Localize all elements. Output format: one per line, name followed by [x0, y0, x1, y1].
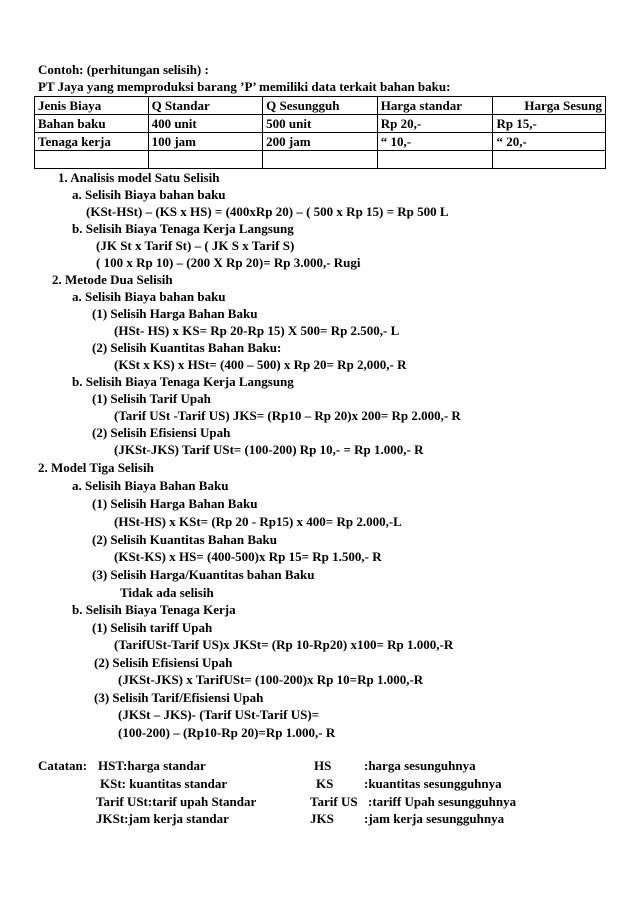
formula-line: Tidak ada selisih — [120, 585, 214, 600]
item-heading: (1) Selisih Harga Bahan Baku — [92, 496, 258, 511]
note-definition: HST:harga standar — [98, 758, 206, 773]
table-cell: Rp 15,- — [493, 115, 606, 133]
formula-line: (JK St x Tarif St) – ( JK S x Tarif S) — [96, 238, 295, 253]
formula-line: ( 100 x Rp 10) – (200 X Rp 20)= Rp 3.000,- Rugi — [96, 255, 361, 270]
formula-line: (TarifUSt-Tarif US)x JKSt= (Rp 10-Rp20) x100= Rp 1.000,-R — [114, 637, 454, 652]
table-header-row — [35, 97, 606, 115]
note-definition: :harga sesunguhnya — [364, 758, 476, 773]
item-heading: (3) Selisih Harga/Kuantitas bahan Baku — [92, 567, 315, 582]
note-definition: :kuantitas sesungguhnya — [364, 776, 502, 791]
table-cell — [493, 151, 606, 169]
table-row — [35, 151, 606, 169]
note-definition: JKSt:jam kerja standar — [96, 811, 229, 826]
formula-line: (100-200) – (Rp10-Rp 20)=Rp 1.000,- R — [118, 725, 336, 740]
note-abbreviation: HS — [314, 758, 332, 773]
item-heading: (1) Selisih Tarif Upah — [92, 391, 211, 406]
table-header-cell: Harga Sesung — [493, 97, 606, 115]
table-cell: 500 unit — [263, 115, 378, 133]
subsection-heading: b. Selisih Biaya Tenaga Kerja Langsung — [72, 374, 294, 389]
formula-line: (KSt-KS) x HS= (400-500)x Rp 15= Rp 1.500,- R — [114, 549, 382, 564]
subsection-heading: a. Selisih Biaya bahan baku — [72, 289, 226, 304]
item-heading: (1) Selisih Harga Bahan Baku — [92, 306, 258, 321]
notes-label: Catatan: — [38, 758, 88, 773]
table-row — [35, 133, 606, 151]
note-definition: :jam kerja sesungguhnya — [364, 811, 505, 826]
table-cell: “ 20,- — [493, 133, 606, 151]
heading: Contoh: (perhitungan selisih) : — [38, 62, 209, 77]
table-cell — [263, 151, 378, 169]
subsection-heading: b. Selisih Biaya Tenaga Kerja Langsung — [72, 221, 294, 236]
intro-text: PT Jaya yang memproduksi barang ’P’ memiliki data terkait bahan baku: — [38, 79, 451, 94]
subsection-heading: a. Selisih Biaya Bahan Baku — [72, 478, 229, 493]
formula-line: (KSt-HSt) – (KS x HS) = (400xRp 20) – ( 500 x Rp 15) = Rp 500 L — [86, 204, 449, 219]
table-cell: Rp 20,- — [377, 115, 493, 133]
section-heading: 2. Model Tiga Selisih — [38, 460, 154, 475]
item-heading: (1) Selisih tariff Upah — [92, 620, 213, 635]
table-cell — [148, 151, 263, 169]
item-heading: (2) Selisih Kuantitas Bahan Baku — [92, 532, 277, 547]
table-cell: “ 10,- — [377, 133, 493, 151]
formula-line: (Tarif USt -Tarif US) JKS= (Rp10 – Rp 20)x 200= Rp 2.000,- R — [114, 408, 461, 423]
formula-line: (JKSt – JKS)- (Tarif USt-Tarif US)= — [118, 707, 320, 722]
note-definition: KSt: kuantitas standar — [100, 776, 228, 791]
section-heading: 2. Metode Dua Selisih — [52, 272, 173, 287]
note-definition: :tariff Upah sesungguhnya — [368, 794, 517, 809]
table-cell — [377, 151, 493, 169]
table-row — [35, 115, 606, 133]
table-cell: Bahan baku — [35, 115, 149, 133]
item-heading: (2) Selisih Kuantitas Bahan Baku: — [92, 340, 282, 355]
subsection-heading: a. Selisih Biaya bahan baku — [72, 187, 226, 202]
table-header-cell: Q Standar — [148, 97, 263, 115]
table-cell: 100 jam — [148, 133, 263, 151]
table-header-cell: Harga standar — [377, 97, 493, 115]
note-abbreviation: Tarif US — [310, 794, 358, 809]
formula-line: (JKSt-JKS) Tarif USt= (100-200) Rp 10,- = Rp 1.000,- R — [114, 442, 424, 457]
table-cell — [35, 151, 149, 169]
formula-line: (KSt x KS) x HSt= (400 – 500) x Rp 20= Rp 2,000,- R — [114, 357, 407, 372]
table-cell: Tenaga kerja — [35, 133, 149, 151]
table-cell: 400 unit — [148, 115, 263, 133]
table-header-cell: Q Sesungguh — [263, 97, 378, 115]
note-definition: Tarif USt:tarif upah Standar — [96, 794, 257, 809]
section-heading: 1. Analisis model Satu Selisih — [58, 170, 220, 185]
note-abbreviation: KS — [316, 776, 334, 791]
note-abbreviation: JKS — [310, 811, 334, 826]
subsection-heading: b. Selisih Biaya Tenaga Kerja — [72, 602, 236, 617]
item-heading: (2) Selisih Efisiensi Upah — [92, 425, 231, 440]
formula-line: (JKSt-JKS) x TarifUSt= (100-200)x Rp 10=Rp 1.000,-R — [118, 672, 424, 687]
data-table — [34, 96, 606, 169]
item-heading: (3) Selisih Tarif/Efisiensi Upah — [94, 690, 264, 705]
table-header-cell: Jenis Biaya — [35, 97, 149, 115]
formula-line: (HSt-HS) x KSt= (Rp 20 - Rp15) x 400= Rp 2.000,-L — [114, 514, 402, 529]
formula-line: (HSt- HS) x KS= Rp 20-Rp 15) X 500= Rp 2.500,- L — [114, 323, 400, 338]
item-heading: (2) Selisih Efisiensi Upah — [94, 655, 233, 670]
table-cell: 200 jam — [263, 133, 378, 151]
